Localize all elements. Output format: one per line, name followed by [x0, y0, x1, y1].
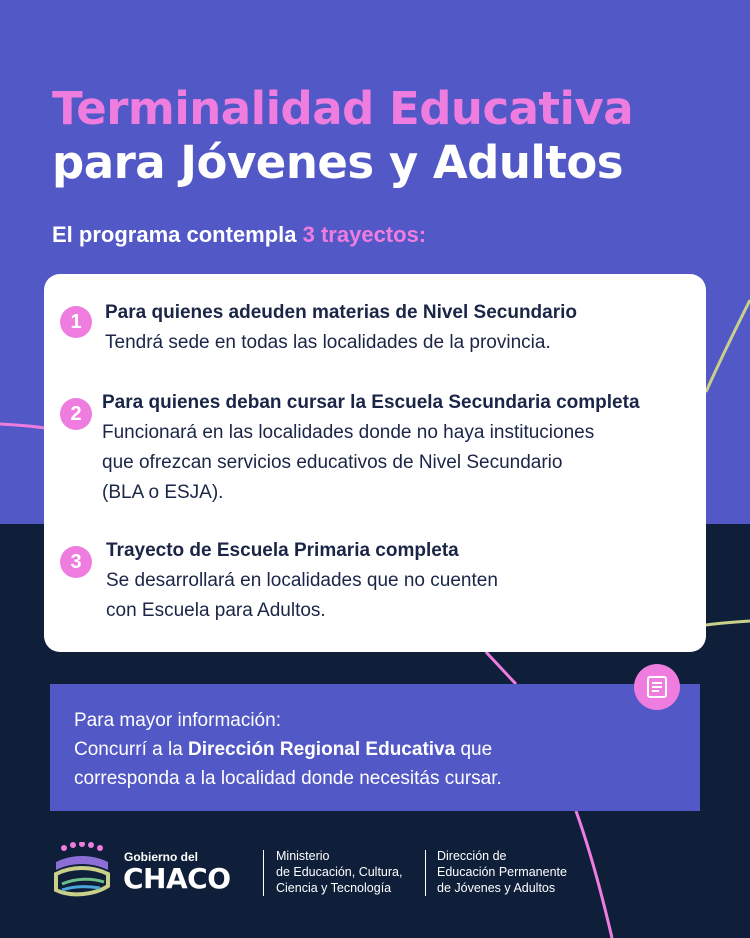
trayecto-description-line: que ofrezcan servicios educativos de Nivel Secundario [102, 452, 563, 473]
chaco-logo-icon [52, 842, 112, 904]
direccion-block [437, 848, 567, 896]
ministerio-line: Ministerio [276, 849, 330, 863]
info-text [74, 706, 502, 793]
info-box [50, 684, 700, 811]
direccion-line: de Jóvenes y Adultos [437, 881, 556, 895]
trayecto-heading: Para quienes deban cursar la Escuela Secundaria completa [102, 392, 640, 413]
trayecto-number-badge: 1 [60, 306, 92, 338]
info-line-2-suffix: que [455, 739, 493, 760]
trayecto-description-line: con Escuela para Adultos. [106, 600, 326, 621]
trayecto-text [102, 388, 640, 508]
ministerio-line: Ciencia y Tecnología [276, 881, 392, 895]
title-line-1: Terminalidad Educativa [52, 82, 634, 135]
trayecto-description-line: Funcionará en las localidades donde no haya instituciones [102, 422, 595, 443]
gobierno-label: Gobierno del [124, 850, 199, 864]
subtitle-prefix: El programa contempla [52, 222, 303, 247]
document-icon [634, 664, 680, 710]
ministerio-block [276, 848, 402, 896]
separator [263, 850, 264, 896]
title-line-2: para Jóvenes y Adultos [52, 136, 624, 189]
trayectos-card [44, 274, 706, 652]
trayecto-text [106, 536, 498, 626]
separator [425, 850, 426, 896]
info-line-2-bold: Dirección Regional Educativa [188, 739, 456, 760]
direccion-line: Dirección de [437, 849, 507, 863]
info-line-3: corresponda a la localidad donde necesitás cursar. [74, 768, 502, 789]
info-line-1: Para mayor información: [74, 710, 281, 731]
trayecto-description-line: Se desarrollará en localidades que no cuenten [106, 570, 498, 591]
trayecto-heading: Trayecto de Escuela Primaria completa [106, 540, 459, 561]
trayecto-description-line: (BLA o ESJA). [102, 482, 224, 503]
direccion-line: Educación Permanente [437, 865, 567, 879]
trayecto-description-line: Tendrá sede en todas las localidades de la provincia. [105, 332, 551, 353]
trayecto-heading: Para quienes adeuden materias de Nivel Secundario [105, 302, 578, 323]
footer [0, 830, 750, 930]
page-title [52, 82, 633, 190]
trayecto-number-badge: 3 [60, 546, 92, 578]
ministerio-line: de Educación, Cultura, [276, 865, 403, 879]
subtitle [52, 222, 426, 248]
trayecto-text [105, 298, 577, 358]
trayecto-number-badge: 2 [60, 398, 92, 430]
chaco-label: CHACO [123, 862, 231, 895]
info-line-2-prefix: Concurrí a la [74, 739, 189, 760]
subtitle-highlight: 3 trayectos: [302, 222, 427, 247]
info-line-2 [74, 735, 502, 764]
